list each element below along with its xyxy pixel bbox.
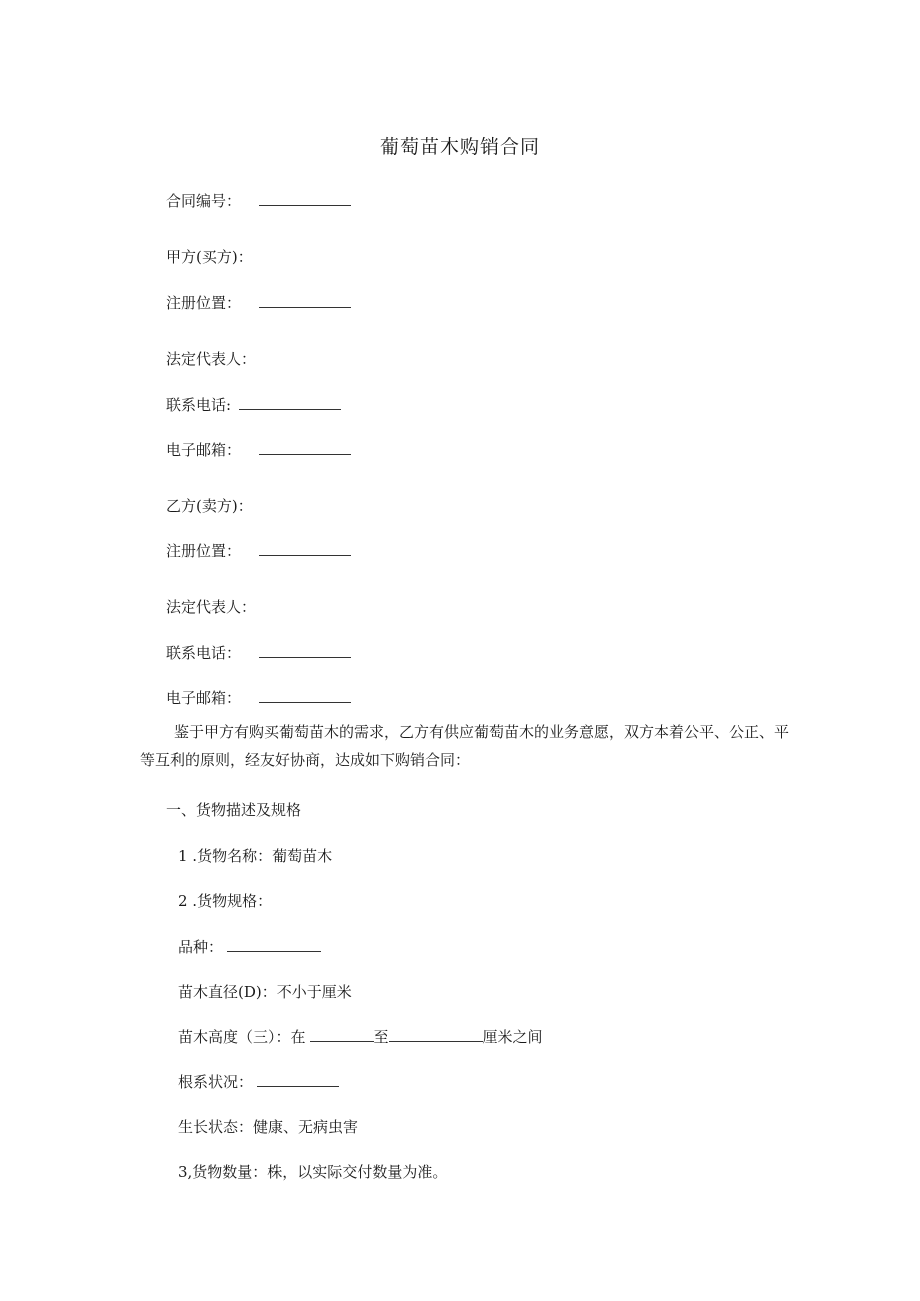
party-b-reg-blank[interactable] — [259, 541, 351, 556]
contract-number-blank[interactable] — [259, 191, 351, 206]
party-a-phone-row — [166, 395, 341, 415]
party-a-reg-blank[interactable] — [259, 293, 351, 308]
party-a-reg-row — [166, 293, 351, 313]
party-a-email-label: 电子邮箱： — [166, 441, 242, 459]
party-b-reg-label: 注册位置： — [166, 542, 242, 560]
section-1-heading: 一、货物描述及规格 — [166, 801, 302, 819]
party-a-email-blank[interactable] — [259, 440, 351, 455]
party-b-email-label: 电子邮箱： — [166, 689, 242, 707]
party-a-heading: 甲方(买方)： — [166, 248, 253, 266]
variety-label: 品种： — [178, 938, 224, 956]
root-label: 根系状况： — [178, 1073, 254, 1091]
party-a-phone-label: 联系电话: — [166, 396, 232, 414]
goods-name-item: 1 .货物名称：葡萄苗木 — [178, 847, 333, 865]
height-min-blank[interactable] — [310, 1027, 374, 1042]
party-b-heading: 乙方(卖方)： — [166, 497, 253, 515]
height-suffix: 厘米之间 — [482, 1028, 543, 1046]
party-b-email-blank[interactable] — [259, 688, 351, 703]
party-b-phone-row — [166, 643, 351, 663]
party-a-reg-label: 注册位置： — [166, 294, 242, 312]
party-b-rep-label: 法定代表人： — [166, 598, 257, 616]
variety-row — [178, 937, 321, 957]
party-b-phone-label: 联系电话： — [166, 644, 242, 662]
party-b-email-row — [166, 688, 351, 708]
growth-item: 生长状态：健康、无病虫害 — [178, 1118, 359, 1136]
party-b-phone-blank[interactable] — [259, 643, 351, 658]
party-a-email-row — [166, 440, 351, 460]
party-a-rep-label: 法定代表人： — [166, 350, 257, 368]
goods-quantity-item: 3,货物数量：株，以实际交付数量为准。 — [178, 1163, 448, 1181]
height-max-blank[interactable] — [389, 1027, 483, 1042]
contract-number-label: 合同编号： — [166, 192, 242, 210]
diameter-item: 苗木直径(D)：不小于厘米 — [178, 983, 352, 1001]
height-mid: 至 — [373, 1028, 389, 1046]
root-blank[interactable] — [257, 1072, 339, 1087]
party-b-reg-row — [166, 541, 351, 561]
party-a-phone-blank[interactable] — [239, 395, 341, 410]
height-prefix: 苗木高度（三）：在 — [178, 1028, 306, 1046]
height-row — [178, 1027, 543, 1047]
preamble-paragraph: 鉴于甲方有购买葡萄苗木的需求，乙方有供应葡萄苗木的业务意愿，双方本着公平、公正、平等互利的原则，经友好协商，达成如下购销合同： — [140, 723, 790, 769]
root-row — [178, 1072, 339, 1092]
variety-blank[interactable] — [227, 937, 321, 952]
goods-spec-item: 2 .货物规格： — [178, 892, 273, 910]
contract-number-row — [166, 191, 351, 211]
document-title: 葡萄苗木购销合同 — [379, 136, 540, 158]
